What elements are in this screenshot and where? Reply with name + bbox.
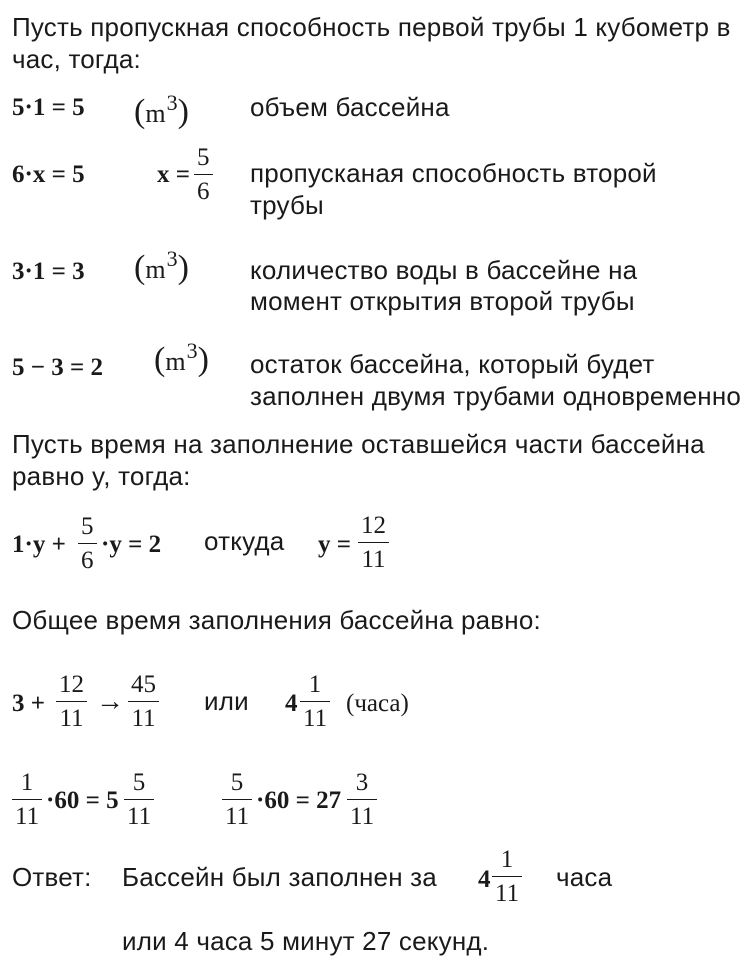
answer-mixed-fraction: 1 11 [492, 846, 522, 908]
row3-description-line-1: количество воды в бассейне на [250, 255, 638, 285]
equation-word-otkuda: откуда [204, 526, 285, 556]
row3-expression: 3·1 = 3 [12, 258, 85, 285]
row4-unit: $(m^3)$ [154, 338, 209, 378]
answer-unit: часа [556, 862, 613, 892]
row3-description-line-2: момент открытия второй трубы [250, 286, 635, 316]
answer-mixed-whole: 4 [478, 866, 491, 893]
seconds-result-fraction-2: 3 11 [347, 769, 377, 831]
total-mixed-whole: 4 [285, 690, 298, 717]
seconds-fraction-2: 5 11 [222, 769, 252, 831]
total-result-fraction: 45 11 [128, 671, 159, 733]
row4-expression: 5 − 3 = 2 [12, 354, 103, 381]
equation-result-fraction: 12 11 [358, 512, 389, 574]
row4-description-line-1: остаток бассейна, который будет [250, 349, 655, 379]
equation-result-var: y = [318, 531, 351, 558]
answer-text: Бассейн был заполнен за [122, 862, 437, 892]
row2-description-line-1: пропусканая способность второй [250, 158, 657, 188]
row4-description-line-2: заполнен двумя трубами одновременно [250, 381, 742, 411]
total-arrow: → [96, 686, 124, 717]
seconds-mult-2: ·60 = 27 [256, 787, 342, 814]
time-intro-line-1: Пусть время на заполнение оставшейся части бассейна [12, 429, 705, 459]
minutes-fraction-1: 1 11 [12, 769, 42, 831]
answer-line-2: или 4 часа 5 минут 27 секунд. [122, 926, 490, 956]
time-intro-line-2: равно y, тогда: [12, 461, 191, 491]
row2-description-line-2: трубы [250, 190, 324, 220]
row1-unit: $(m^3)$ [134, 90, 189, 130]
intro-line-2: час, тогда: [12, 44, 141, 74]
intro-line-1: Пусть пропускная способность первой трубы 1 кубометр в [12, 12, 731, 42]
row3-unit: $(m^3)$ [134, 246, 189, 286]
row2-solution-var: x = [157, 161, 190, 188]
equation-part-b: ·y = 2 [101, 531, 162, 558]
total-word-ili: или [204, 686, 249, 716]
total-mixed-fraction: 1 11 [300, 671, 330, 733]
total-fraction: 12 11 [56, 671, 87, 733]
row1-expression: 5·1 = 5 [12, 94, 85, 121]
row2-expression: 6·x = 5 [12, 161, 85, 188]
total-heading: Общее время заполнения бассейна равно: [12, 605, 541, 635]
minutes-mult-1: ·60 = 5 [46, 787, 119, 814]
row2-solution-fraction: 5 6 [194, 144, 213, 206]
equation-fraction: 5 6 [78, 513, 97, 575]
total-lead: 3 + [12, 690, 45, 717]
minutes-result-fraction-1: 5 11 [124, 769, 154, 831]
equation-part-a: 1·y + [12, 531, 66, 558]
total-unit: (часа) [346, 690, 409, 717]
answer-label: Ответ: [12, 862, 92, 892]
row1-description: объем бассейна [250, 92, 450, 122]
